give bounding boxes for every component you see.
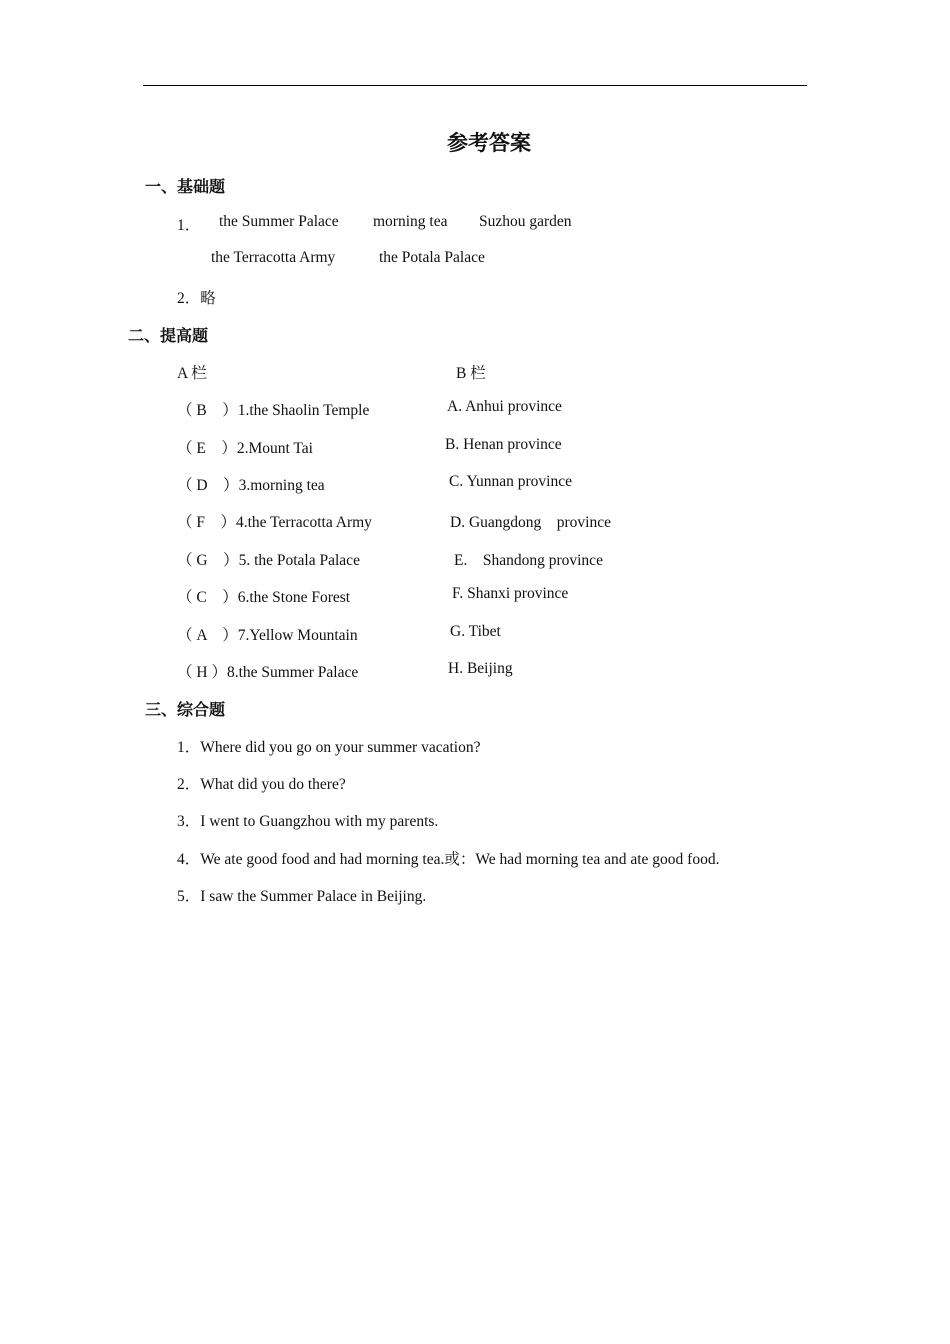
match-row-4-answer: （ F ）4.the Terracotta Army <box>177 514 372 531</box>
q3-answer-2: 2．What did you do there? <box>177 776 346 793</box>
q1-answer-5: the Potala Palace <box>379 249 485 266</box>
column-a-header: A 栏 <box>177 365 207 382</box>
match-row-3-answer: （ D ）3.morning tea <box>177 477 325 494</box>
match-row-5-answer: （ G ）5. the Potala Palace <box>177 552 360 569</box>
section-3-heading: 三、综合题 <box>145 702 226 719</box>
match-row-6-option: F. Shanxi province <box>452 585 569 602</box>
q1-answer-1: the Summer Palace <box>219 213 339 230</box>
q1-number: 1． <box>177 217 201 234</box>
q1-answer-3: Suzhou garden <box>479 213 572 230</box>
section-1-heading: 一、基础题 <box>145 179 226 196</box>
match-row-2-option: B. Henan province <box>445 436 562 453</box>
match-row-6-answer: （ C ）6.the Stone Forest <box>177 589 351 606</box>
header-rule <box>143 85 807 86</box>
q1-answer-4: the Terracotta Army <box>211 249 336 266</box>
match-row-8-answer: （ H ）8.the Summer Palace <box>177 664 359 681</box>
match-row-2-answer: （ E ）2.Mount Tai <box>177 440 313 457</box>
q2-answer: 2．略 <box>177 290 216 307</box>
match-row-1-answer: （ B ）1.the Shaolin Temple <box>177 402 370 419</box>
q3-answer-4: 4．We ate good food and had morning tea.或：We had morning tea and ate good food. <box>177 851 720 868</box>
q1-answer-2: morning tea <box>373 213 448 230</box>
match-row-3-option: C. Yunnan province <box>449 473 572 490</box>
q3-answer-3: 3．I went to Guangzhou with my parents. <box>177 813 439 830</box>
column-b-header: B 栏 <box>456 365 486 382</box>
q3-answer-1: 1．Where did you go on your summer vacation? <box>177 739 481 756</box>
q3-answer-5: 5．I saw the Summer Palace in Beijing. <box>177 888 427 905</box>
match-row-5-option: E. Shandong province <box>454 552 603 569</box>
match-row-1-option: A. Anhui province <box>447 398 562 415</box>
match-row-8-option: H. Beijing <box>448 660 513 677</box>
match-row-7-option: G. Tibet <box>450 623 501 640</box>
section-2-heading: 二、提高题 <box>128 328 209 345</box>
page-title: 参考答案 <box>447 131 531 155</box>
match-row-7-answer: （ A ）7.Yellow Mountain <box>177 627 358 644</box>
match-row-4-option: D. Guangdong province <box>450 514 611 531</box>
